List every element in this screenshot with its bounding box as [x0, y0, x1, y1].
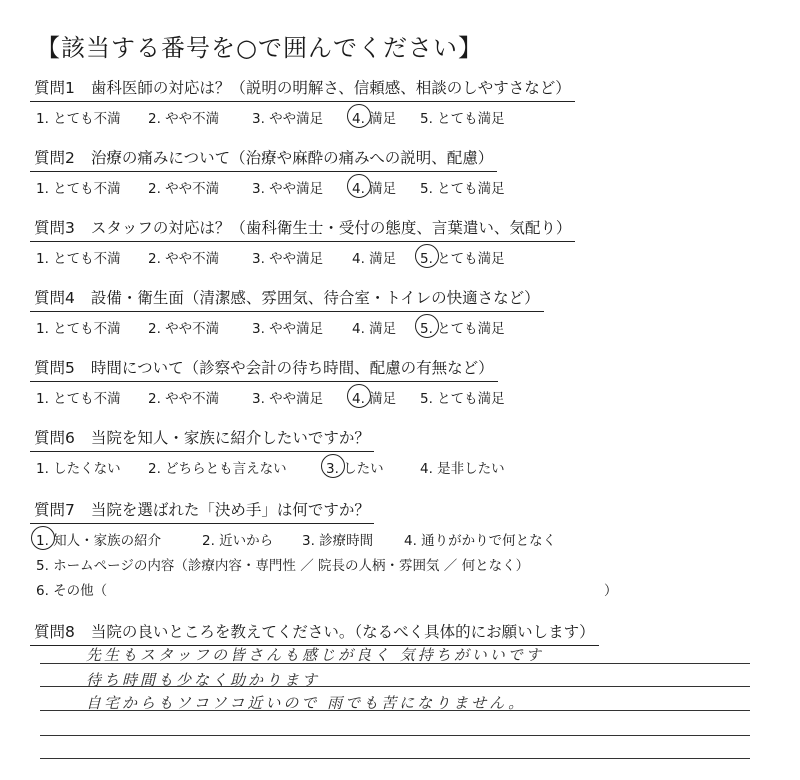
- question-text: 当院を知人・家族に紹介したいですか？: [90, 429, 370, 447]
- options-row-2: [30, 554, 530, 574]
- selection-circle: [347, 384, 371, 408]
- question-number: 質問3: [34, 219, 75, 237]
- option-3[interactable]: 3. 診療時間: [302, 533, 374, 549]
- handwritten-line-3: 自宅からもソコソコ近いので 雨でも苦になりません。: [86, 694, 527, 712]
- question-text: 設備・衛生面（清潔感、雰囲気、待合室・トイレの快適さなど）: [90, 289, 540, 307]
- option-5[interactable]: 5. とても満足: [420, 247, 505, 267]
- selection-circle: [321, 454, 345, 478]
- handwritten-line-2: 待ち時間も少なく助かります: [86, 671, 321, 689]
- question-number: 質問2: [34, 149, 75, 167]
- options-row-3: [30, 579, 618, 599]
- question-4: [30, 286, 544, 337]
- option-1[interactable]: 1. とても不満: [36, 391, 121, 407]
- other-close-paren: ）: [604, 583, 618, 599]
- option-5[interactable]: 5. とても満足: [420, 317, 505, 337]
- answer-line: [40, 758, 750, 759]
- question-number: 質問6: [34, 429, 75, 447]
- question-number: 質問8: [34, 623, 75, 641]
- option-3[interactable]: 3. やや満足: [252, 321, 324, 337]
- option-4[interactable]: 4. 満足: [352, 251, 397, 267]
- question-title: [30, 356, 498, 382]
- option-5[interactable]: 5. ホームページの内容（診療内容・専門性 ／ 院長の人柄・雰囲気 ／ 何となく）: [36, 558, 530, 574]
- question-title: [30, 216, 575, 242]
- options-row: [30, 387, 505, 407]
- question-number: 質問5: [34, 359, 75, 377]
- question-3: [30, 216, 575, 267]
- option-5[interactable]: 5. とても満足: [420, 181, 505, 197]
- option-2[interactable]: 2. やや不満: [148, 321, 220, 337]
- selection-circle: [415, 314, 439, 338]
- option-3[interactable]: 3. したい: [326, 457, 384, 477]
- option-2[interactable]: 2. どちらとも言えない: [148, 461, 287, 477]
- option-5[interactable]: 5. とても満足: [420, 111, 505, 127]
- question-text: スタッフの対応は？（歯科衛生士・受付の態度、言葉遣い、気配り）: [90, 219, 572, 237]
- option-4[interactable]: 4. 満足: [352, 321, 397, 337]
- question-text: 当院を選ばれた「決め手」は何ですか？: [90, 501, 370, 519]
- option-4[interactable]: 4. 通りがかりで何となく: [404, 533, 557, 549]
- question-text: 当院の良いところを教えてください。（なるべく具体的にお願いします）: [90, 623, 595, 641]
- question-6: [30, 426, 505, 477]
- question-7: [30, 498, 618, 599]
- selection-circle: [347, 174, 371, 198]
- option-3[interactable]: 3. やや満足: [252, 111, 324, 127]
- option-3[interactable]: 3. やや満足: [252, 251, 324, 267]
- question-text: 時間について（診察や会計の待ち時間、配慮の有無など）: [90, 359, 494, 377]
- option-1[interactable]: 1. とても不満: [36, 321, 121, 337]
- option-3[interactable]: 3. やや満足: [252, 391, 324, 407]
- question-number: 質問4: [34, 289, 75, 307]
- question-5: [30, 356, 505, 407]
- option-2[interactable]: 2. やや不満: [148, 111, 220, 127]
- option-2[interactable]: 2. やや不満: [148, 251, 220, 267]
- option-4[interactable]: 4. 満足: [352, 387, 396, 407]
- option-1[interactable]: 1. したくない: [36, 461, 121, 477]
- options-row: [30, 247, 575, 267]
- option-2[interactable]: 2. やや不満: [148, 391, 220, 407]
- question-title: [30, 146, 497, 172]
- option-4[interactable]: 4. 是非したい: [420, 461, 505, 477]
- question-1: [30, 76, 575, 127]
- option-1[interactable]: 1. とても不満: [36, 251, 121, 267]
- options-row: [30, 317, 544, 337]
- option-5[interactable]: 5. とても満足: [420, 391, 505, 407]
- question-title: [30, 620, 599, 646]
- options-row: [30, 107, 575, 127]
- handwritten-line-1: 先生もスタッフの皆さんも感じが良く 気持ちがいいです: [86, 646, 544, 664]
- option-1[interactable]: 1. 知人・家族の紹介: [36, 529, 161, 549]
- option-6[interactable]: 6. その他（: [36, 583, 108, 599]
- selection-circle: [31, 526, 55, 550]
- option-3[interactable]: 3. やや満足: [252, 181, 324, 197]
- question-2: [30, 146, 505, 197]
- option-1[interactable]: 1. とても不満: [36, 181, 121, 197]
- question-8: [30, 620, 599, 646]
- question-title: [30, 498, 374, 524]
- question-number: 質問1: [34, 79, 75, 97]
- option-4[interactable]: 4. 満足: [352, 177, 396, 197]
- question-number: 質問7: [34, 501, 75, 519]
- options-row-1: [30, 529, 557, 549]
- option-2[interactable]: 2. 近いから: [202, 533, 274, 549]
- selection-circle: [347, 104, 371, 128]
- option-2[interactable]: 2. やや不満: [148, 181, 220, 197]
- options-row: [30, 177, 505, 197]
- option-4[interactable]: 4. 満足: [352, 107, 396, 127]
- options-row: [30, 457, 505, 477]
- option-1[interactable]: 1. とても不満: [36, 111, 121, 127]
- question-title: [30, 426, 374, 452]
- selection-circle: [415, 244, 439, 268]
- question-title: [30, 76, 575, 102]
- question-title: [30, 286, 544, 312]
- instruction-header: 【該当する番号を○で囲んでください】: [36, 34, 483, 62]
- answer-line: [40, 735, 750, 736]
- question-text: 歯科医師の対応は？（説明の明解さ、信頼感、相談のしやすさなど）: [90, 79, 571, 97]
- question-text: 治療の痛みについて（治療や麻酔の痛みへの説明、配慮）: [90, 149, 494, 167]
